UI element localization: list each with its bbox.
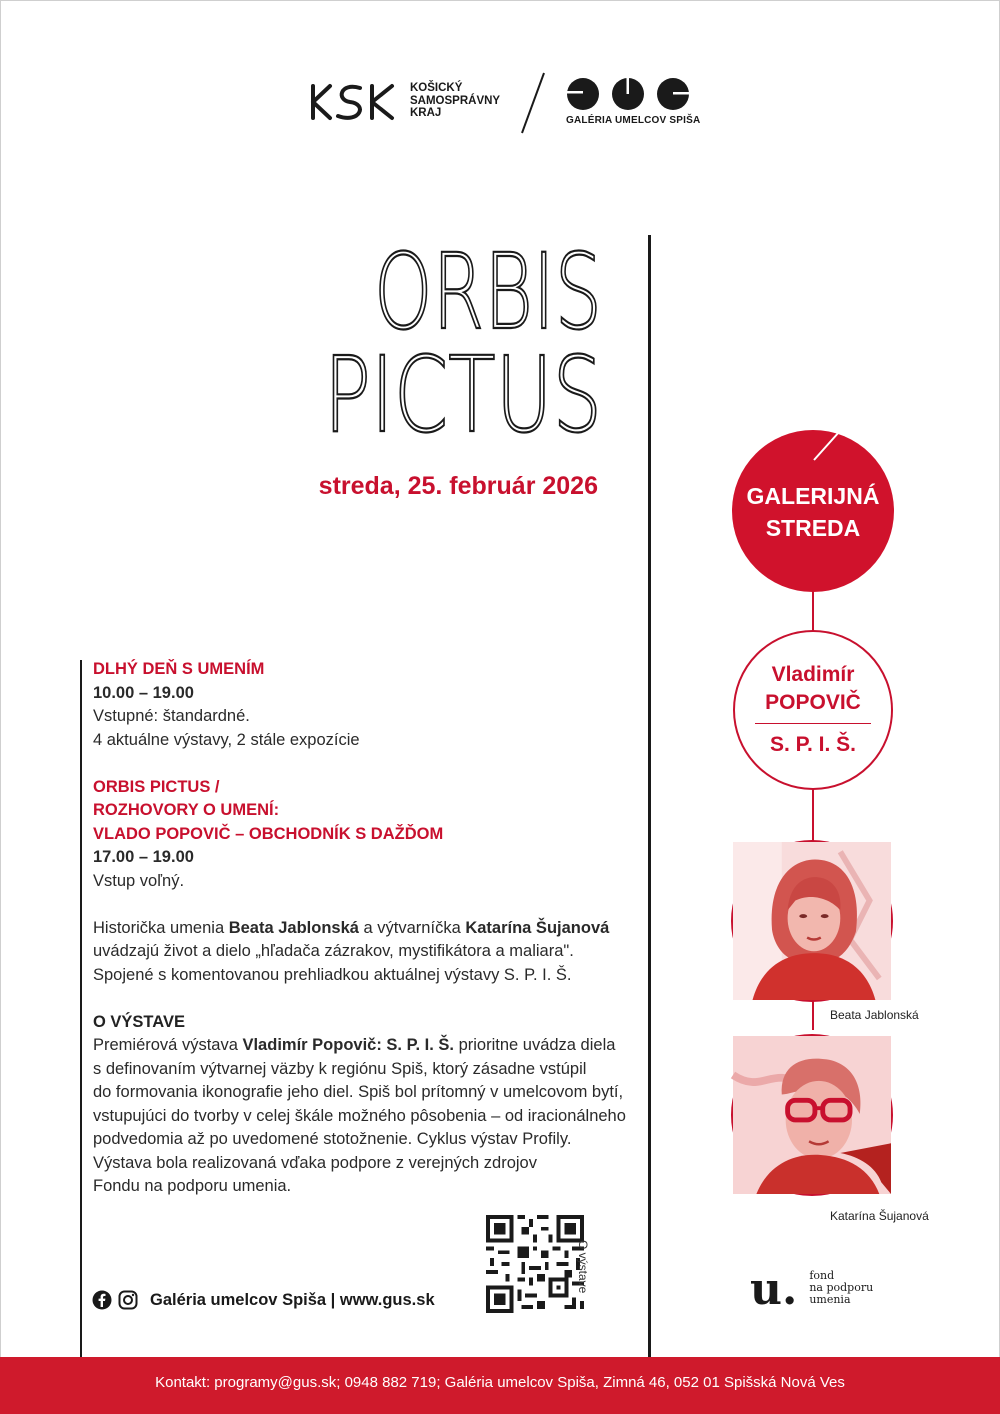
text-line: podvedomia až po uvedomené stotožnenie. Cyklus výstav Profily.	[93, 1130, 572, 1148]
social-line	[92, 1290, 435, 1310]
instagram-icon[interactable]	[118, 1290, 138, 1310]
badge-divider	[755, 723, 871, 724]
person-name: Beata Jablonská	[228, 918, 359, 937]
exhibition-name: Vladimír Popovič: S. P. I. Š.	[242, 1036, 454, 1054]
title-line1: ORBIS	[374, 231, 602, 353]
galerijna-streda-badge	[732, 430, 894, 592]
section-heading: VLADO POPOVIČ – OBCHODNÍK S DAŽĎOM	[93, 824, 444, 843]
portrait-image	[733, 1036, 891, 1194]
contact-footer: Kontakt: programy@gus.sk; 0948 882 719; Galéria umelcov Spiša, Zimná 46, 052 01 Spišská Nová Ves	[0, 1357, 1000, 1414]
person-name: Katarína Šujanová	[465, 918, 610, 937]
fund-logo	[750, 1264, 874, 1315]
text-line: Premiérová výstava Vladimír Popovič: S. P. I. Š. prioritne uvádza diela	[93, 1036, 616, 1054]
program-text	[93, 658, 633, 1199]
ksk-text: KOŠICKÝ SAMOSPRÁVNY KRAJ	[410, 82, 501, 120]
exhibition-code: S. P. I. Š.	[770, 733, 856, 756]
event-date: streda, 25. február 2026	[318, 472, 598, 500]
time-range: 17.00 – 19.00	[93, 848, 194, 866]
exhibition-title	[300, 228, 602, 456]
portrait-image	[733, 842, 891, 1000]
slash-mark	[808, 420, 858, 470]
time-range: 10.00 – 19.00	[93, 683, 194, 702]
text-line: Historička umenia Beata Jablonská a výtvarníčka Katarína Šujanová	[93, 918, 610, 937]
qr-code[interactable]	[486, 1215, 584, 1313]
text-line: uvádzajú život a dielo „hľadača zázrakov, mystifikátora a maliara".	[93, 942, 574, 960]
text-line: vstupujúci do tvorby v celej škále možného pôsobenia – od iracionálneho	[93, 1106, 626, 1125]
left-vertical-rule	[80, 660, 82, 1360]
portrait-caption: Katarína Šujanová	[830, 1209, 929, 1223]
artist-first-name: Vladimír	[771, 663, 855, 686]
text-line: Spojené s komentovanou prehliadkou aktuálnej výstavy S. P. I. Š.	[93, 965, 572, 984]
divider-slash	[520, 72, 546, 134]
section-heading: ROZHOVORY O UMENÍ:	[93, 801, 280, 819]
text-line: Výstava bola realizovaná vďaka podpore z verejných zdrojov	[93, 1153, 537, 1172]
qr-label: O výstave	[576, 1240, 590, 1294]
social-text[interactable]: Galéria umelcov Spiša | www.gus.sk	[150, 1290, 435, 1309]
portrait-beata-jablonska	[731, 840, 893, 1002]
facebook-icon[interactable]	[92, 1290, 112, 1310]
main-vertical-rule	[648, 235, 651, 1360]
title-line2: PICTUS	[324, 334, 602, 456]
fund-letter: u.	[750, 1264, 798, 1315]
text-line: s definovaním výtvarnej väzby k regiónu Spiš, ktorý zásadne vstúpil	[93, 1059, 587, 1078]
text-line: Fondu na podporu umenia.	[93, 1177, 292, 1195]
text-line: 4 aktuálne výstavy, 2 stále expozície	[93, 730, 360, 749]
portrait-katarina-sujanova	[731, 1034, 893, 1196]
section-heading: ORBIS PICTUS /	[93, 777, 220, 796]
text-line: do formovania ikonografie jeho diel. Spiš bol prítomný v umelcovom bytí,	[93, 1083, 624, 1101]
artist-badge	[733, 630, 893, 790]
text-line: Vstupné: štandardné.	[93, 707, 250, 725]
section-heading: DLHÝ DEŇ S UMENÍM	[93, 660, 265, 678]
section-heading: O VÝSTAVE	[93, 1012, 185, 1031]
fund-text: fond na podporu umenia	[809, 1269, 874, 1306]
gus-text: GALÉRIA UMELCOV SPIŠA	[566, 115, 701, 126]
artist-last-name: POPOVIČ	[765, 691, 861, 714]
text-line: Vstup voľný.	[93, 871, 185, 890]
ksk-mark-icon	[310, 80, 402, 122]
ksk-logo	[310, 80, 500, 122]
gus-logo	[566, 77, 701, 126]
badge-label: GALERIJNÁ STREDA	[746, 483, 880, 541]
gus-mark-icon	[566, 77, 690, 111]
portrait-caption: Beata Jablonská	[830, 1008, 919, 1022]
